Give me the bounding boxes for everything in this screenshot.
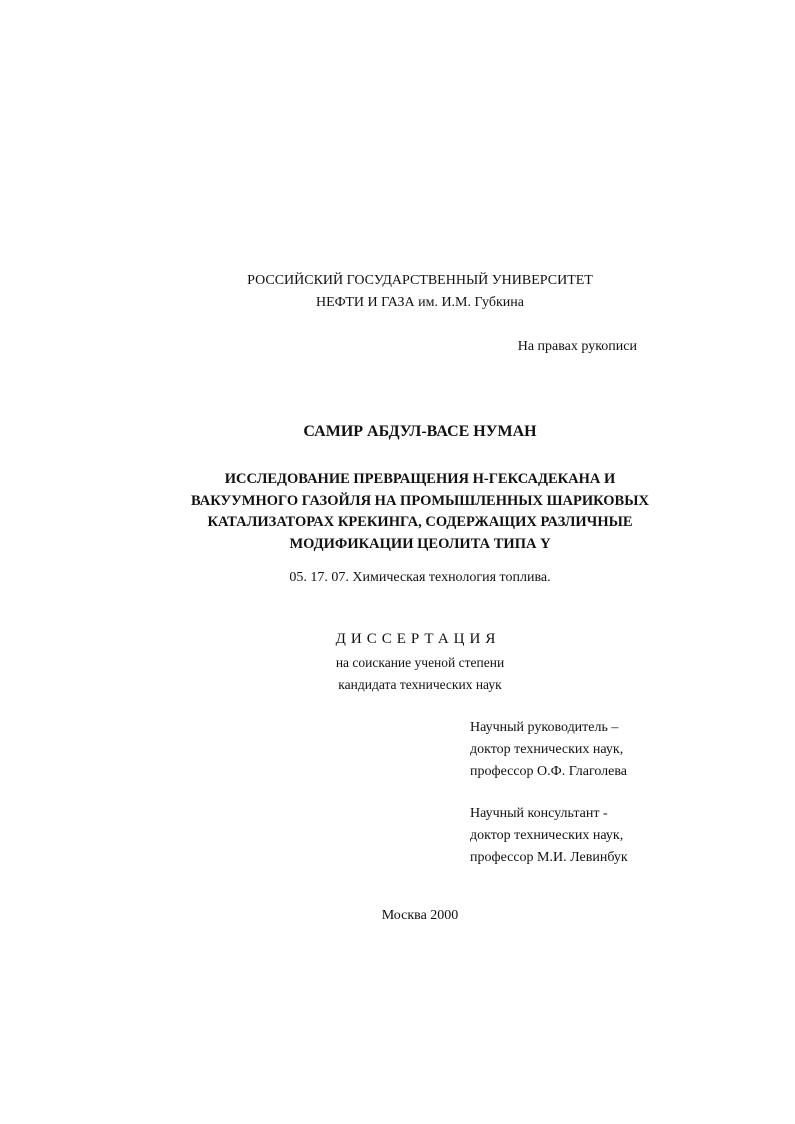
city-year: Москва 2000 [381,908,459,923]
title-line: МОДИФИКАЦИИ ЦЕОЛИТА ТИПА Y [289,535,551,552]
university-name-line1: РОССИЙСКИЙ ГОСУДАРСТВЕННЫЙ УНИВЕРСИТЕТ [247,273,593,288]
consultant-name: профессор М.И. Левинбук [470,850,628,865]
degree-purpose-line2: кандидата технических наук [338,677,502,692]
consultant-block [470,803,628,869]
title-line: КАТАЛИЗАТОРАХ КРЕКИНГА, СОДЕРЖАЩИХ РАЗЛИЧНЫЕ [207,514,633,530]
supervisor-name: профессор О.Ф. Глаголева [470,764,628,779]
degree-purpose-line1: на соискание ученой степени [335,655,505,670]
consultant-role: Научный консультант - [470,806,608,821]
supervisor-degree: доктор технических наук, [470,742,624,757]
supervisor-role: Научный руководитель – [470,720,619,735]
author-name: САМИР АБДУЛ-ВАСЕ НУМАН [303,423,537,440]
supervisor-block [470,717,627,783]
title-line: ИССЛЕДОВАНИЕ ПРЕВРАЩЕНИЯ Н-ГЕКСАДЕКАНА И [224,471,616,487]
university-name-line2: НЕФТИ И ГАЗА им. И.М. Губкина [315,295,524,310]
dissertation-title [0,469,795,555]
consultant-degree: доктор технических наук, [470,828,624,843]
manuscript-rights-note: На правах рукописи [517,339,637,354]
title-line: ВАКУУМНОГО ГАЗОЙЛЯ НА ПРОМЫШЛЕННЫХ ШАРИКОВЫХ [191,492,649,509]
specialty-code: 05. 17. 07. Химическая технология топлива. [289,570,551,585]
document-type-label: ДИССЕРТАЦИЯ [335,631,501,647]
